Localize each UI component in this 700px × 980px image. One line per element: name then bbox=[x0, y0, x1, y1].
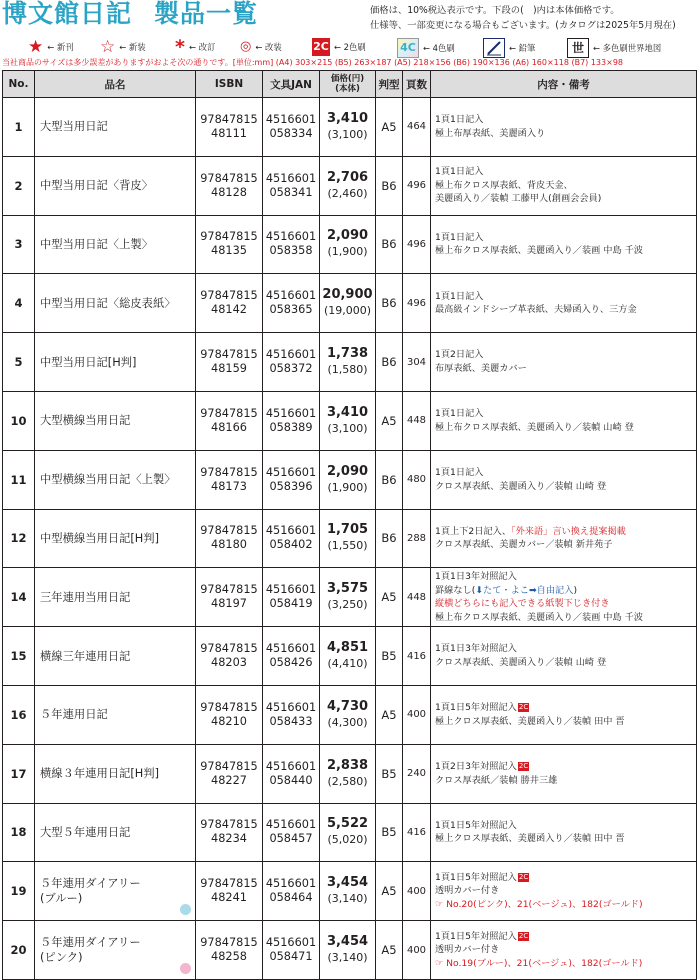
price: 2,838 (2,580) bbox=[320, 744, 376, 803]
description: 1頁1日記入 極上布クロス厚表紙、美麗函入り／装画 中島 千波 bbox=[431, 215, 697, 274]
item-number: 5 bbox=[3, 333, 35, 392]
table-row bbox=[3, 156, 697, 215]
product-name: 横線３年連用日記[H判] bbox=[35, 744, 196, 803]
product-name: 大型当用日記 bbox=[35, 98, 196, 157]
product-name: 大型５年連用日記 bbox=[35, 803, 196, 862]
book-size: B6 bbox=[376, 274, 403, 333]
product-name: 中型当用日記〈背皮〉 bbox=[35, 156, 196, 215]
double-circle-icon: ◎ bbox=[240, 39, 252, 54]
page-count: 496 bbox=[403, 274, 431, 333]
price: 1,705 (1,550) bbox=[320, 509, 376, 568]
book-size: A5 bbox=[376, 685, 403, 744]
book-size: B6 bbox=[376, 450, 403, 509]
item-number: 3 bbox=[3, 215, 35, 274]
price: 2,090 (1,900) bbox=[320, 215, 376, 274]
description: 1頁2日3年対照記入 2C クロス厚表紙／装幀 勝井三雄 bbox=[431, 744, 697, 803]
description: 1頁1日5年対照記入 2C 透明カバー付き ☞ No.20(ピンク)、21(ベージュ)、182(ゴールド) bbox=[431, 862, 697, 921]
table-row bbox=[3, 568, 697, 627]
legend: ★ ← 新刊 ☆ ← 新装 * ← 改訂 ◎ ← 改装 2C ← 2色刷 4C ← 4色刷 ← 鉛筆 世 ← 多色刷世界地図 bbox=[28, 36, 662, 58]
jan-code: 4516601 058464 bbox=[263, 862, 320, 921]
description: 1頁1日記入 極上布厚表紙、美麗函入り bbox=[431, 98, 697, 157]
isbn: 97847815 48180 bbox=[196, 509, 263, 568]
asterisk-icon: * bbox=[175, 36, 185, 58]
jan-code: 4516601 058396 bbox=[263, 450, 320, 509]
table-row bbox=[3, 744, 697, 803]
four-color-icon: 4C bbox=[397, 38, 419, 58]
table-row bbox=[3, 685, 697, 744]
table-row bbox=[3, 862, 697, 921]
product-name: 中型当用日記〈上製〉 bbox=[35, 215, 196, 274]
table-row bbox=[3, 627, 697, 686]
book-size: B5 bbox=[376, 744, 403, 803]
isbn: 97847815 48227 bbox=[196, 744, 263, 803]
price: 5,522 (5,020) bbox=[320, 803, 376, 862]
book-size: B5 bbox=[376, 627, 403, 686]
description: 1頁上下2日記入、「外来語」言い換え提案掲載 クロス厚表紙、美麗カバー／装幀 新井苑子 bbox=[431, 509, 697, 568]
pointing-hand-icon: ☞ bbox=[435, 899, 447, 911]
page-count: 400 bbox=[403, 921, 431, 980]
price: 2,706 (2,460) bbox=[320, 156, 376, 215]
book-size: A5 bbox=[376, 391, 403, 450]
page-count: 288 bbox=[403, 509, 431, 568]
table-row bbox=[3, 391, 697, 450]
product-table bbox=[2, 70, 697, 980]
jan-code: 4516601 058365 bbox=[263, 274, 320, 333]
header-row bbox=[3, 71, 697, 98]
price: 1,738 (1,580) bbox=[320, 333, 376, 392]
item-number: 18 bbox=[3, 803, 35, 862]
world-map-icon: 世 bbox=[567, 38, 589, 58]
page-count: 496 bbox=[403, 156, 431, 215]
book-size: A5 bbox=[376, 98, 403, 157]
col-pages: 頁数 bbox=[403, 71, 431, 98]
page-count: 448 bbox=[403, 391, 431, 450]
col-no: No. bbox=[3, 71, 35, 98]
book-size: B6 bbox=[376, 215, 403, 274]
isbn: 97847815 48203 bbox=[196, 627, 263, 686]
price: 3,410 (3,100) bbox=[320, 98, 376, 157]
price: 20,900 (19,000) bbox=[320, 274, 376, 333]
page-count: 480 bbox=[403, 450, 431, 509]
isbn: 97847815 48142 bbox=[196, 274, 263, 333]
isbn: 97847815 48166 bbox=[196, 391, 263, 450]
description: 1頁2日記入 布厚表紙、美麗カバー bbox=[431, 333, 697, 392]
book-size: A5 bbox=[376, 921, 403, 980]
table-row bbox=[3, 450, 697, 509]
page-title: 博文館日記 製品一覧 bbox=[2, 0, 259, 28]
item-number: 20 bbox=[3, 921, 35, 980]
table-row bbox=[3, 803, 697, 862]
price: 4,851 (4,410) bbox=[320, 627, 376, 686]
jan-code: 4516601 058358 bbox=[263, 215, 320, 274]
item-number: 15 bbox=[3, 627, 35, 686]
two-color-icon: 2C bbox=[518, 762, 529, 771]
col-price: 価格(円) (本体) bbox=[320, 71, 376, 98]
isbn: 97847815 48159 bbox=[196, 333, 263, 392]
item-number: 11 bbox=[3, 450, 35, 509]
jan-code: 4516601 058402 bbox=[263, 509, 320, 568]
table-row bbox=[3, 215, 697, 274]
jan-code: 4516601 058389 bbox=[263, 391, 320, 450]
product-name: 中型当用日記[H判] bbox=[35, 333, 196, 392]
product-name: 中型横線当用日記〈上製〉 bbox=[35, 450, 196, 509]
product-name: ５年連用ダイアリー (ピンク) bbox=[35, 921, 196, 980]
description: 1頁1日5年対照記入 極上クロス厚表紙、美麗函入り／装幀 田中 晋 bbox=[431, 803, 697, 862]
item-number: 2 bbox=[3, 156, 35, 215]
book-size: A5 bbox=[376, 568, 403, 627]
two-color-icon: 2C bbox=[518, 931, 529, 940]
page-count: 400 bbox=[403, 862, 431, 921]
table-row bbox=[3, 509, 697, 568]
product-name: 中型当用日記〈総皮表紙〉 bbox=[35, 274, 196, 333]
page-count: 448 bbox=[403, 568, 431, 627]
description: 1頁1日3年対照記入 罫線なし(⬇たて・よこ➡自由記入) 縦横どちらにも記入できる紙製下じき付き 極上布クロス厚表紙、美麗函入り／装画 中島 千波 bbox=[431, 568, 697, 627]
page-count: 496 bbox=[403, 215, 431, 274]
book-size: B6 bbox=[376, 156, 403, 215]
jan-code: 4516601 058457 bbox=[263, 803, 320, 862]
item-number: 12 bbox=[3, 509, 35, 568]
description: 1頁1日5年対照記入 2C 極上クロス厚表紙、美麗函入り／装幀 田中 晋 bbox=[431, 685, 697, 744]
description: 1頁1日記入 クロス厚表紙、美麗函入り／装幀 山崎 登 bbox=[431, 450, 697, 509]
col-name: 品名 bbox=[35, 71, 196, 98]
pencil-icon bbox=[483, 38, 505, 58]
spec-note: 仕様等、一部変更になる場合もございます。(カタログは2025年5月現在) bbox=[370, 20, 676, 31]
isbn: 97847815 48111 bbox=[196, 98, 263, 157]
book-size: B6 bbox=[376, 509, 403, 568]
isbn: 97847815 48128 bbox=[196, 156, 263, 215]
col-desc: 内容・備考 bbox=[431, 71, 697, 98]
table-row bbox=[3, 98, 697, 157]
two-color-icon: 2C bbox=[518, 703, 529, 712]
isbn: 97847815 48173 bbox=[196, 450, 263, 509]
item-number: 1 bbox=[3, 98, 35, 157]
color-swatch-icon bbox=[180, 904, 191, 915]
book-size: B5 bbox=[376, 803, 403, 862]
two-color-icon: 2C bbox=[312, 38, 330, 56]
book-size: A5 bbox=[376, 862, 403, 921]
two-color-icon: 2C bbox=[518, 872, 529, 881]
isbn: 97847815 48234 bbox=[196, 803, 263, 862]
col-size: 判型 bbox=[376, 71, 403, 98]
jan-code: 4516601 058419 bbox=[263, 568, 320, 627]
jan-code: 4516601 058471 bbox=[263, 921, 320, 980]
page-count: 464 bbox=[403, 98, 431, 157]
page-count: 400 bbox=[403, 685, 431, 744]
item-number: 16 bbox=[3, 685, 35, 744]
table-row bbox=[3, 921, 697, 980]
item-number: 19 bbox=[3, 862, 35, 921]
isbn: 97847815 48210 bbox=[196, 685, 263, 744]
item-number: 14 bbox=[3, 568, 35, 627]
size-note: 当社商品のサイズは多少誤差がありますがおよそ次の通りです。[単位:mm] (A4) 303×215 (B5) 263×187 (A5) 218×156 (B6) 190×136 (A6) 160×118 (B7) 133×98 bbox=[2, 58, 623, 67]
filled-star-icon: ★ bbox=[28, 37, 44, 57]
price: 3,410 (3,100) bbox=[320, 391, 376, 450]
table-row bbox=[3, 333, 697, 392]
jan-code: 4516601 058372 bbox=[263, 333, 320, 392]
price-note: 価格は、10%税込表示です。下段の( )内は本体価格です。 bbox=[370, 5, 620, 16]
page-count: 416 bbox=[403, 627, 431, 686]
isbn: 97847815 48135 bbox=[196, 215, 263, 274]
page-count: 304 bbox=[403, 333, 431, 392]
page-count: 416 bbox=[403, 803, 431, 862]
jan-code: 4516601 058426 bbox=[263, 627, 320, 686]
description: 1頁1日記入 極上布クロス厚表紙、美麗函入り／装幀 山崎 登 bbox=[431, 391, 697, 450]
col-isbn: ISBN bbox=[196, 71, 263, 98]
product-name: ５年連用日記 bbox=[35, 685, 196, 744]
outline-star-icon: ☆ bbox=[100, 37, 116, 57]
product-name: 中型横線当用日記[H判] bbox=[35, 509, 196, 568]
price: 4,730 (4,300) bbox=[320, 685, 376, 744]
jan-code: 4516601 058341 bbox=[263, 156, 320, 215]
book-size: B6 bbox=[376, 333, 403, 392]
page-count: 240 bbox=[403, 744, 431, 803]
description: 1頁1日記入 最高級インドシープ革表紙、夫婦函入り、三方金 bbox=[431, 274, 697, 333]
item-number: 4 bbox=[3, 274, 35, 333]
jan-code: 4516601 058433 bbox=[263, 685, 320, 744]
product-name: 横線三年連用日記 bbox=[35, 627, 196, 686]
price: 3,575 (3,250) bbox=[320, 568, 376, 627]
isbn: 97847815 48258 bbox=[196, 921, 263, 980]
description: 1頁1日5年対照記入 2C 透明カバー付き ☞ No.19(ブルー)、21(ベージュ)、182(ゴールド) bbox=[431, 921, 697, 980]
jan-code: 4516601 058334 bbox=[263, 98, 320, 157]
color-swatch-icon bbox=[180, 963, 191, 974]
isbn: 97847815 48241 bbox=[196, 862, 263, 921]
jan-code: 4516601 058440 bbox=[263, 744, 320, 803]
isbn: 97847815 48197 bbox=[196, 568, 263, 627]
pointing-hand-icon: ☞ bbox=[435, 957, 447, 969]
col-jan: 文具JAN bbox=[263, 71, 320, 98]
table-row bbox=[3, 274, 697, 333]
price: 3,454 (3,140) bbox=[320, 921, 376, 980]
product-name: 三年連用当用日記 bbox=[35, 568, 196, 627]
description: 1頁1日記入 極上布クロス厚表紙、背皮天金、 美麗函入り／装幀 工藤甲人(創画会会員) bbox=[431, 156, 697, 215]
product-name: ５年連用ダイアリー (ブルー) bbox=[35, 862, 196, 921]
price: 3,454 (3,140) bbox=[320, 862, 376, 921]
description: 1頁1日3年対照記入 クロス厚表紙、美麗函入り／装幀 山崎 登 bbox=[431, 627, 697, 686]
product-name: 大型横線当用日記 bbox=[35, 391, 196, 450]
item-number: 10 bbox=[3, 391, 35, 450]
price: 2,090 (1,900) bbox=[320, 450, 376, 509]
item-number: 17 bbox=[3, 744, 35, 803]
